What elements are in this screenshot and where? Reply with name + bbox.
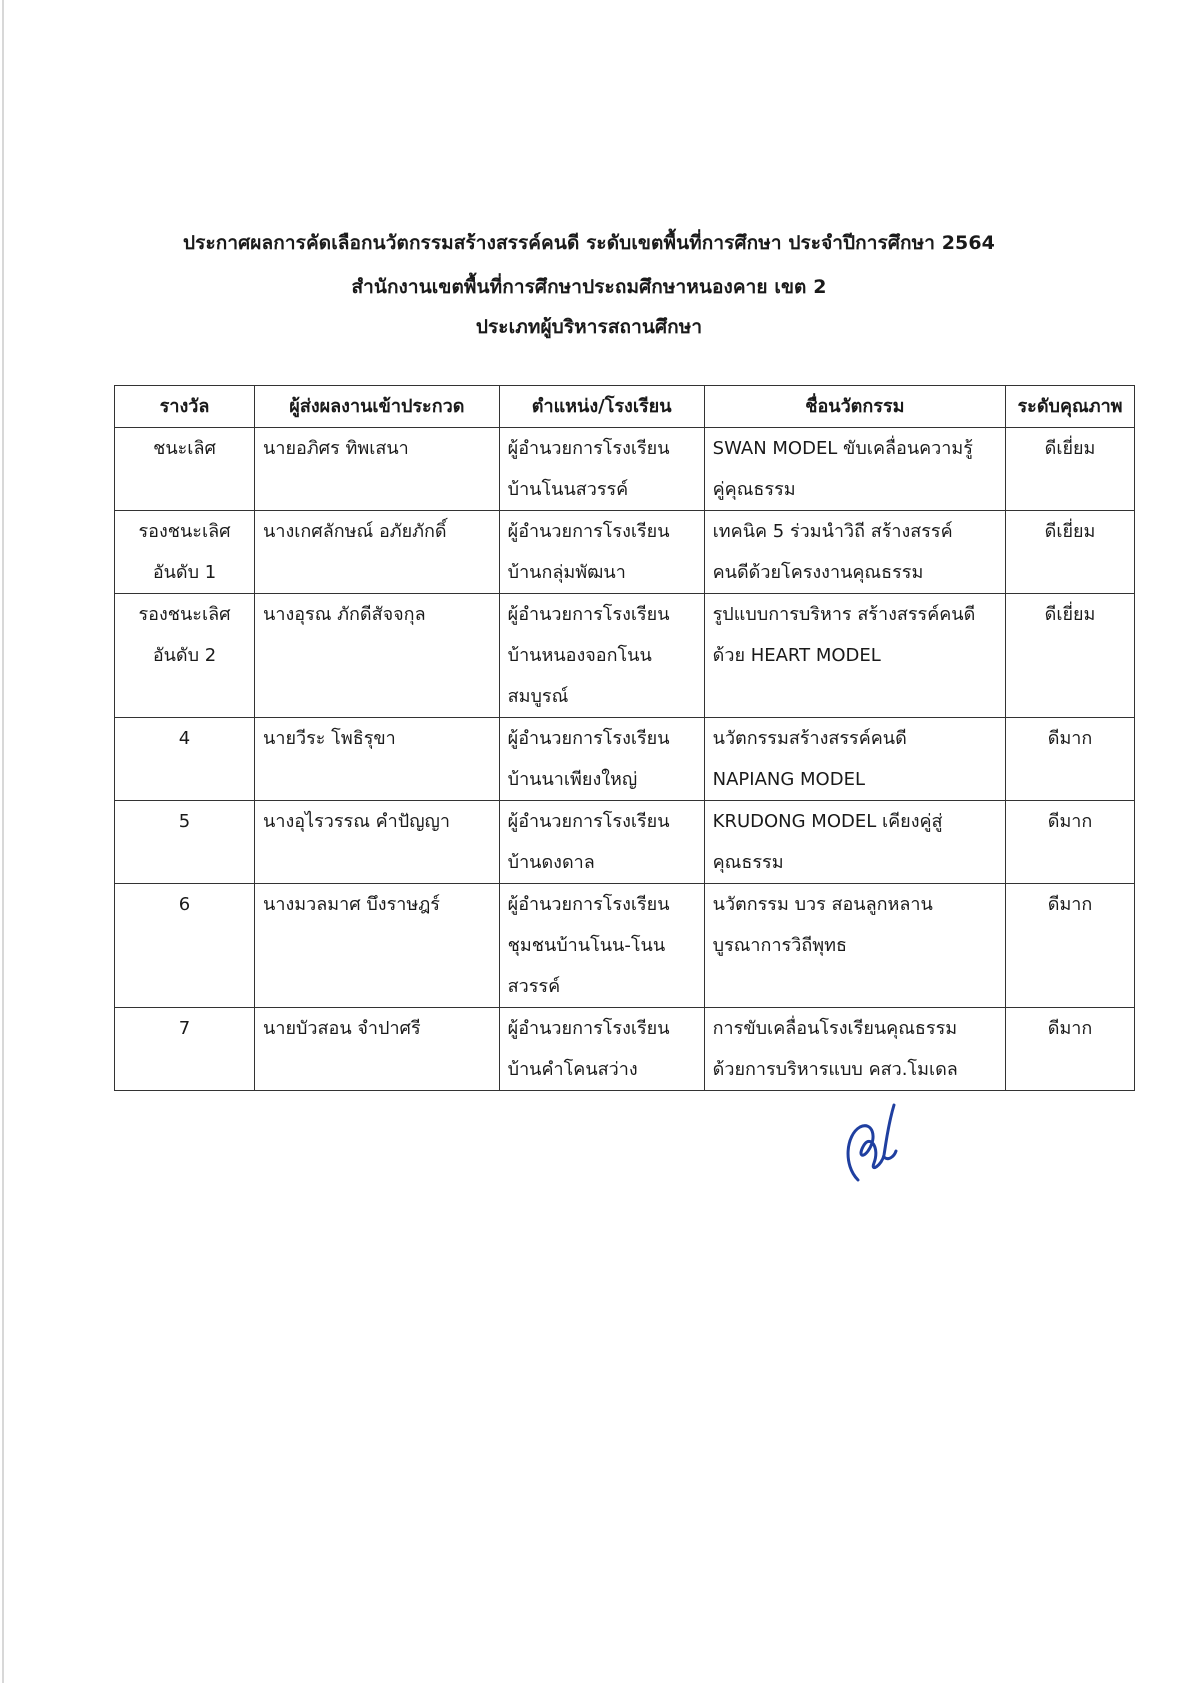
cell-award-line: 4 — [178, 728, 191, 749]
cell-position-line: บ้านนาเพียงใหญ่ — [507, 769, 638, 790]
cell-innovation-line: บูรณาการวิถีพุทธ — [712, 935, 847, 956]
table-header-row — [115, 386, 1135, 428]
col-header-name: ผู้ส่งผลงานเข้าประกวด — [255, 386, 500, 428]
cell-innovation-line: รูปแบบการบริหาร สร้างสรรค์คนดี — [712, 604, 976, 625]
cell-position-line: ผู้อำนวยการโรงเรียน — [507, 811, 670, 832]
cell-position — [499, 594, 704, 718]
cell-award — [115, 511, 255, 594]
cell-innovation-line: คู่คุณธรรม — [712, 479, 796, 500]
cell-name: นายวีระ โพธิรุขา — [255, 718, 500, 801]
cell-innovation-line: คนดีด้วยโครงงานคุณธรรม — [712, 562, 924, 583]
cell-innovation-line: เทคนิค 5 ร่วมนำวิถี สร้างสรรค์ — [712, 521, 953, 542]
cell-award-line: 5 — [178, 811, 191, 832]
cell-level: ดีเยี่ยม — [1006, 511, 1135, 594]
cell-innovation-line: NAPIANG MODEL — [712, 769, 865, 790]
cell-award — [115, 718, 255, 801]
cell-award-line: 6 — [178, 894, 191, 915]
table-row — [115, 884, 1135, 1008]
table-row — [115, 428, 1135, 511]
cell-position-line: บ้านคำโคนสว่าง — [507, 1059, 638, 1080]
cell-position — [499, 884, 704, 1008]
cell-position-line: ผู้อำนวยการโรงเรียน — [507, 894, 670, 915]
col-header-innovation: ชื่อนวัตกรรม — [704, 386, 1005, 428]
cell-position-line: สวรรค์ — [507, 976, 561, 997]
cell-position — [499, 718, 704, 801]
cell-name: นายอภิศร ทิพเสนา — [255, 428, 500, 511]
cell-innovation — [704, 428, 1005, 511]
cell-innovation — [704, 801, 1005, 884]
cell-level: ดีมาก — [1006, 1008, 1135, 1091]
cell-award-line: 7 — [178, 1018, 191, 1039]
cell-innovation-line: นวัตกรรมสร้างสรรค์คนดี — [712, 728, 907, 749]
cell-award-line: อันดับ 2 — [152, 645, 217, 666]
cell-position-line: ผู้อำนวยการโรงเรียน — [507, 521, 670, 542]
cell-innovation-line: SWAN MODEL ขับเคลื่อนความรู้ — [712, 438, 973, 459]
cell-innovation-line: นวัตกรรม บวร สอนลูกหลาน — [712, 894, 933, 915]
table-row — [115, 1008, 1135, 1091]
announcement-title: ประกาศผลการคัดเลือกนวัตกรรมสร้างสรรค์คนดี ระดับเขตพื้นที่การศึกษา ประจำปีการศึกษา 2564 — [183, 232, 995, 254]
cell-innovation — [704, 1008, 1005, 1091]
cell-innovation — [704, 511, 1005, 594]
col-header-award: รางวัล — [115, 386, 255, 428]
cell-award — [115, 1008, 255, 1091]
cell-name: นางอุรณ ภักดีสัจจกุล — [255, 594, 500, 718]
cell-name: นางมวลมาศ บึงราษฎร์ — [255, 884, 500, 1008]
table-row — [115, 594, 1135, 718]
cell-position-line: ผู้อำนวยการโรงเรียน — [507, 438, 670, 459]
cell-level: ดีเยี่ยม — [1006, 428, 1135, 511]
cell-innovation-line: ด้วย HEART MODEL — [712, 645, 881, 666]
table-row — [115, 511, 1135, 594]
cell-position-line: บ้านดงดาล — [507, 852, 595, 873]
cell-name: นายบัวสอน จำปาศรี — [255, 1008, 500, 1091]
col-header-level: ระดับคุณภาพ — [1006, 386, 1135, 428]
cell-position-line: ผู้อำนวยการโรงเรียน — [507, 604, 670, 625]
cell-innovation-line: การขับเคลื่อนโรงเรียนคุณธรรม — [712, 1018, 958, 1039]
cell-level: ดีมาก — [1006, 801, 1135, 884]
cell-position — [499, 1008, 704, 1091]
cell-innovation — [704, 718, 1005, 801]
cell-level: ดีมาก — [1006, 718, 1135, 801]
cell-award-line: รองชนะเลิศ — [138, 604, 231, 625]
cell-award-line: ชนะเลิศ — [153, 438, 216, 459]
cell-position — [499, 511, 704, 594]
cell-award — [115, 801, 255, 884]
cell-innovation-line: ด้วยการบริหารแบบ คสว.โมเดล — [712, 1059, 958, 1080]
cell-position — [499, 428, 704, 511]
cell-award — [115, 594, 255, 718]
cell-level: ดีมาก — [1006, 884, 1135, 1008]
cell-award — [115, 428, 255, 511]
signature — [838, 1085, 908, 1195]
cell-award-line: อันดับ 1 — [152, 562, 217, 583]
col-header-position: ตำแหน่ง/โรงเรียน — [499, 386, 704, 428]
category-title: ประเภทผู้บริหารสถานศึกษา — [475, 316, 703, 338]
cell-innovation-line: KRUDONG MODEL เคียงคู่สู่ — [712, 811, 943, 832]
cell-award — [115, 884, 255, 1008]
cell-name: นางอุไรวรรณ คำปัญญา — [255, 801, 500, 884]
cell-position-line: บ้านหนองจอกโนน — [507, 645, 652, 666]
cell-innovation — [704, 594, 1005, 718]
results-table — [114, 385, 1135, 1091]
cell-position-line: บ้านกลุ่มพัฒนา — [507, 562, 626, 583]
office-name: สำนักงานเขตพื้นที่การศึกษาประถมศึกษาหนองคาย เขต 2 — [351, 276, 827, 298]
cell-position-line: ผู้อำนวยการโรงเรียน — [507, 728, 670, 749]
cell-level: ดีเยี่ยม — [1006, 594, 1135, 718]
cell-name: นางเกศลักษณ์ อภัยภักดิ์ — [255, 511, 500, 594]
cell-position-line: บ้านโนนสวรรค์ — [507, 479, 629, 500]
cell-innovation — [704, 884, 1005, 1008]
cell-award-line: รองชนะเลิศ — [138, 521, 231, 542]
cell-position-line: ผู้อำนวยการโรงเรียน — [507, 1018, 670, 1039]
cell-position-line: ชุมชนบ้านโนน-โนน — [507, 935, 666, 956]
cell-position-line: สมบูรณ์ — [507, 686, 569, 707]
table-row — [115, 718, 1135, 801]
cell-innovation-line: คุณธรรม — [712, 852, 784, 873]
table-row — [115, 801, 1135, 884]
cell-position — [499, 801, 704, 884]
